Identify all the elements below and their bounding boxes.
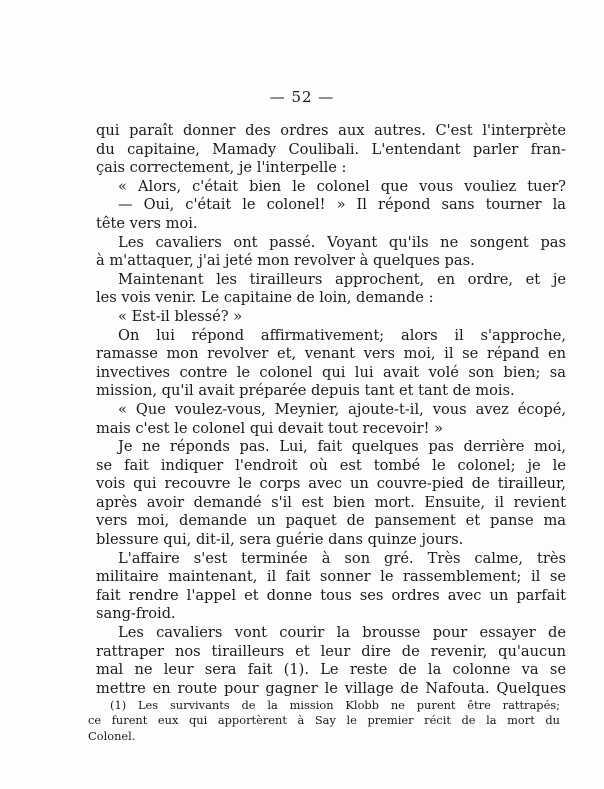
body-line: L'affaire s'est terminée à son gré. Très calme, très xyxy=(118,549,566,567)
body-line: les vois venir. Le capitaine de loin, demande : xyxy=(96,289,434,307)
footnote-line: (1) Les survivants de la mission Klobb ne purent être rattrapés; xyxy=(110,698,560,712)
body-line: fait rendre l'appel et donne tous ses ordres avec un parfait xyxy=(96,586,566,604)
body-line: se fait indiquer l'endroit où est tombé le colonel; je le xyxy=(96,456,566,474)
body-line: çais correctement, je l'interpelle : xyxy=(96,159,347,177)
body-line: On lui répond affirmativement; alors il s'approche, xyxy=(118,326,566,344)
body-line: après avoir demandé s'il est bien mort. Ensuite, il revient xyxy=(96,493,566,511)
body-line: « Est-il blessé? » xyxy=(118,307,243,325)
body-line: tête vers moi. xyxy=(96,214,198,232)
body-line: blessure qui, dit-il, sera guérie dans quinze jours. xyxy=(96,531,464,549)
body-line: « Alors, c'était bien le colonel que vous vouliez tuer? xyxy=(118,177,566,195)
footnote-line: Colonel. xyxy=(88,728,136,743)
body-line: rattraper nos tirailleurs et leur dire de revenir, qu'aucun xyxy=(96,642,566,660)
body-line: du capitaine, Mamady Coulibali. L'entendant parler fran- xyxy=(96,140,566,158)
body-line: mal ne leur sera fait (1). Le reste de la colonne va se xyxy=(96,661,566,679)
body-line: Les cavaliers ont passé. Voyant qu'ils ne songent pas xyxy=(118,233,566,251)
body-line: Maintenant les tirailleurs approchent, en ordre, et je xyxy=(118,270,566,288)
body-line: vois qui recouvre le corps avec un couvre-pied de tirailleur, xyxy=(96,475,566,493)
footnote-line: ce furent eux qui apportèrent à Say le premier récit de la mort du xyxy=(88,713,560,728)
footnote xyxy=(88,698,560,744)
body-line: qui paraît donner des ordres aux autres. C'est l'interprète xyxy=(96,122,566,139)
body-line: Les cavaliers vont courir la brousse pour essayer de xyxy=(118,624,566,642)
body-line: — Oui, c'était le colonel! » Il répond sans tourner la xyxy=(118,196,566,214)
body-line: Je ne réponds pas. Lui, fait quelques pas derrière moi, xyxy=(118,438,566,456)
body-text xyxy=(96,122,566,698)
body-line: militaire maintenant, il fait sonner le rassemblement; il se xyxy=(96,568,566,586)
body-line: mission, qu'il avait préparée depuis tant et tant de mois. xyxy=(96,382,515,400)
body-line: vers moi, demande un paquet de pansement et panse ma xyxy=(96,512,566,530)
body-line: mais c'est le colonel qui devait tout recevoir! » xyxy=(96,419,444,437)
body-line: à m'attaquer, j'ai jeté mon revolver à quelques pas. xyxy=(96,252,475,270)
body-line: invectives contre le colonel qui lui avait volé son bien; sa xyxy=(96,363,566,381)
body-line: sang-froid. xyxy=(96,605,176,623)
page-number: — 52 — xyxy=(269,88,335,106)
body-line: mettre en route pour gagner le village de Nafouta. Quelques xyxy=(96,679,566,697)
body-line: ramasse mon revolver et, venant vers moi, il se répand en xyxy=(96,345,566,363)
body-line: « Que voulez-vous, Meynier, ajoute-t-il, vous avez écopé, xyxy=(118,400,566,418)
